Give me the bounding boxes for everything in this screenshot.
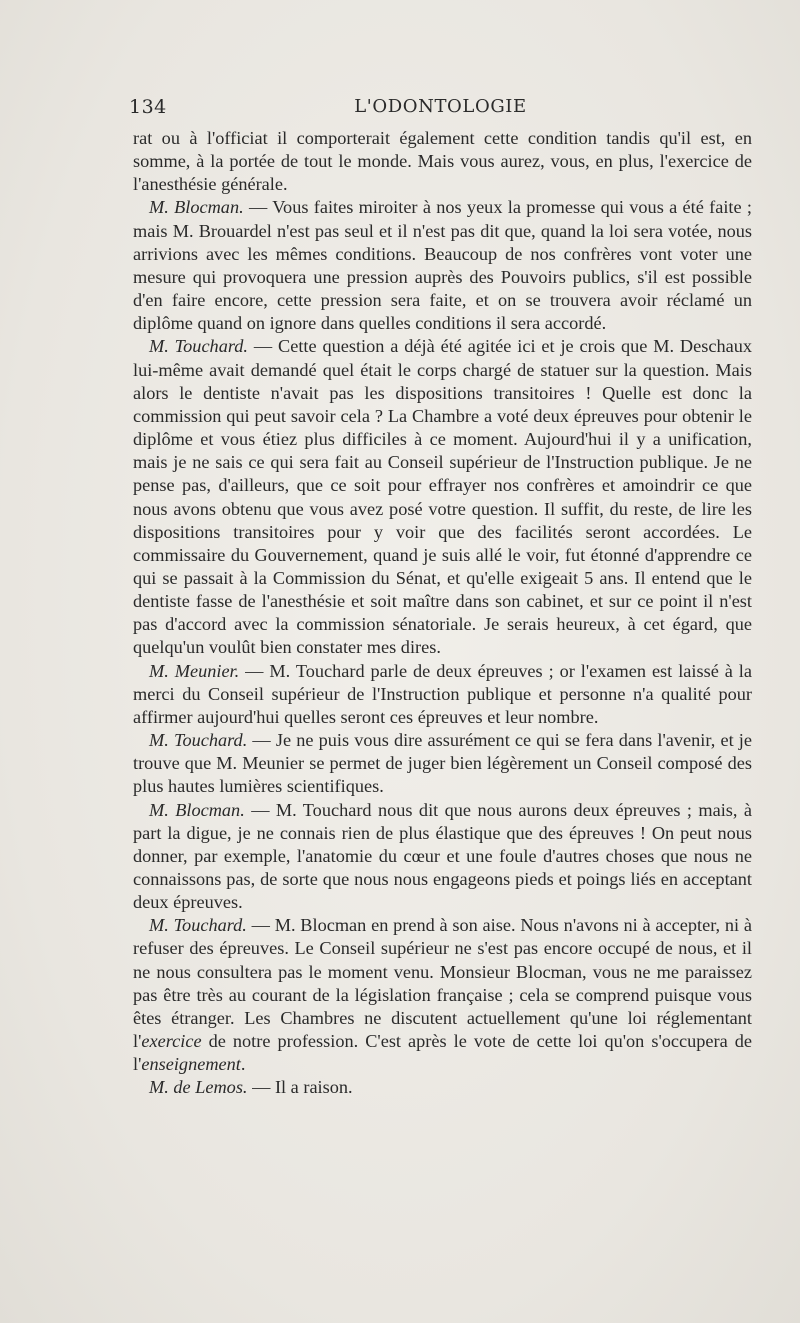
speaker-name: M. Touchard. <box>149 336 248 357</box>
paragraph-text: . <box>240 1054 246 1075</box>
running-title: L'ODONTOLOGIE <box>354 96 527 117</box>
paragraph-text: — Vous faites miroiter à nos yeux la promesse qui vous a été faite ; mais M. Brouardel n'est pas seul et il n'est pas dit que, quand la loi sera votée, nous arrivions avec les mêmes conditions. Beaucoup de nos confrères vont voter une mesure qui provoquera une pression auprès des Pouvoirs publics, s'il est possible d'en faire encore, cette pression sera faite, et on se trouvera avoir réclamé un diplôme quand on ignore dans quelles conditions il sera accordé. <box>133 197 752 334</box>
speaker-name: M. Blocman. <box>149 197 244 218</box>
speaker-name: M. Blocman. <box>149 799 245 820</box>
speaker-name: M. Meunier. <box>149 660 240 681</box>
page-header <box>129 96 752 122</box>
paragraph-text: — M. Blocman en prend à son aise. Nous n'avons ni à accepter, ni à refuser des épreuves. Le Conseil supérieur ne s'est pas encore occupé de nous, et il ne nous consultera pas le moment venu. Monsieur Blocman, vous ne me paraissez pas être très au courant de la législation française ; cela se comprend puisque vous êtes étranger. Les Chambres ne discutent actuellement qu'une loi réglementant l' <box>133 915 753 1052</box>
paragraph <box>133 335 752 659</box>
paragraph <box>133 660 752 729</box>
paragraph <box>133 799 752 915</box>
paragraph <box>133 729 752 798</box>
paragraph <box>133 127 752 196</box>
paragraph-text: — Cette question a déjà été agitée ici et je crois que M. Deschaux lui-même avait demandé quel était le corps chargé de statuer sur la question. Mais alors le dentiste n'avait pas les dispositions transitoires ! Quelle est donc la commission qui peut savoir cela ? La Chambre a voté deux épreuves pour obtenir le diplôme et vous étiez plus difficiles à ce moment. Aujourd'hui il y a unification, mais je ne sais ce qui sera fait au Conseil supérieur de l'Instruction publique. Je ne pense pas, d'ailleurs, que ce soit pour effrayer nos confrères et amoindrir ce que nous avons obtenu que vous avez posé votre question. Il suffit, du reste, de lire les dispositions transitoires pour y voir que des facilités seront accordées. Le commissaire du Gouvernement, quand je suis allé le voir, fut étonné d'apprendre ce qui se passait à la Commission du Sénat, et qu'elle exigeait 5 ans. Il entend que le dentiste fasse de l'anesthésie et soit maître dans son cabinet, et sur ce point il n'est pas d'accord avec la commission sénatoriale. Je serais heureux, à cet égard, que quelqu'un voulût bien constater mes dires. <box>133 336 752 658</box>
emphasis-text: exercice <box>141 1031 202 1052</box>
speaker-name: M. Touchard. <box>149 730 248 751</box>
paragraph-text: — M. Touchard nous dit que nous aurons deux épreuves ; mais, à part la digue, je ne connais rien de plus élastique que des épreuves ! On peut nous donner, par exemple, l'anatomie du cœur et une foule d'autres choses que nous ne connaissons pas, de sorte que nous nous engageons pieds et poings liés en acceptant deux épreuves. <box>133 799 752 913</box>
speaker-name: M. de Lemos. <box>149 1077 248 1098</box>
page-number: 134 <box>129 96 167 118</box>
speaker-name: M. Touchard. <box>149 915 247 936</box>
emphasis-text: enseignement <box>141 1054 241 1075</box>
body-text <box>133 127 752 1100</box>
paragraph <box>133 196 752 335</box>
paragraph-text: rat ou à l'officiat il comporterait également cette condition tandis qu'il est, en somme, à la portée de tout le monde. Mais vous aurez, vous, en plus, l'exercice de l'anesthésie générale. <box>133 128 752 195</box>
paragraph <box>133 1076 752 1099</box>
paragraph-text: — Je ne puis vous dire assurément ce qui se fera dans l'avenir, et je trouve que M. Meunier se permet de juger bien légèrement un Conseil composé des plus hautes lumières scientifiques. <box>133 730 752 797</box>
paragraph-text: — M. Touchard parle de deux épreuves ; or l'examen est laissé à la merci du Conseil supérieur de l'Instruction publique et personne n'a qualité pour affirmer aujourd'hui quelles seront ces épreuves et leur nombre. <box>133 660 753 727</box>
paragraph-text: de notre profession. C'est après le vote de cette loi qu'on s'occupera de l' <box>133 1031 752 1075</box>
paragraph-text: — Il a raison. <box>247 1077 353 1098</box>
paragraph <box>133 914 752 1076</box>
